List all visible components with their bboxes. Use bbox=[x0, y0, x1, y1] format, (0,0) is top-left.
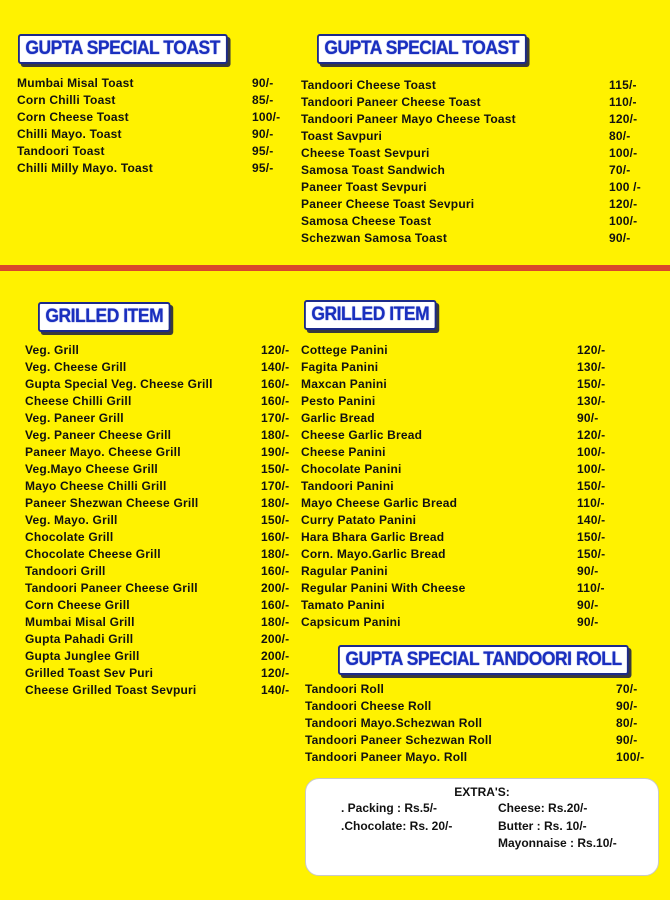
menu-item-price: 160/- bbox=[261, 564, 290, 578]
menu-item-price: 180/- bbox=[261, 428, 290, 442]
menu-item-price: 85/- bbox=[252, 93, 274, 107]
toast-left-list bbox=[17, 75, 282, 177]
menu-item-name: Tandoori Mayo.Schezwan Roll bbox=[305, 716, 483, 730]
menu-item bbox=[25, 342, 300, 359]
menu-item-name: Chilli Mayo. Toast bbox=[17, 127, 122, 141]
menu-item bbox=[25, 444, 300, 461]
menu-item bbox=[301, 597, 616, 614]
menu-item-name: Tandoori Panini bbox=[301, 479, 394, 493]
extra-chocolate: .Chocolate: Rs. 20/- bbox=[341, 819, 453, 833]
menu-item bbox=[305, 681, 650, 698]
menu-item-name: Veg. Cheese Grill bbox=[25, 360, 127, 374]
menu-item-name: Tandoori Grill bbox=[25, 564, 106, 578]
menu-item bbox=[301, 213, 646, 230]
menu-item-price: 150/- bbox=[577, 530, 606, 544]
menu-item-price: 90/- bbox=[577, 615, 599, 629]
menu-item bbox=[25, 512, 300, 529]
menu-item-name: Hara Bhara Garlic Bread bbox=[301, 530, 445, 544]
menu-item-price: 90/- bbox=[609, 231, 631, 245]
menu-item-name: Schezwan Samosa Toast bbox=[301, 231, 448, 245]
menu-item-price: 90/- bbox=[252, 76, 274, 90]
menu-item-price: 100/- bbox=[577, 445, 606, 459]
menu-item-name: Mumbai Misal Grill bbox=[25, 615, 135, 629]
menu-item-name: Fagita Panini bbox=[301, 360, 379, 374]
menu-item bbox=[25, 597, 300, 614]
menu-item-name: Mumbai Misal Toast bbox=[17, 76, 134, 90]
menu-item-price: 180/- bbox=[261, 615, 290, 629]
menu-item bbox=[25, 393, 300, 410]
menu-item bbox=[25, 529, 300, 546]
menu-item-price: 150/- bbox=[577, 377, 606, 391]
menu-item-price: 120/- bbox=[577, 343, 606, 357]
menu-item-name: Veg. Paneer Grill bbox=[25, 411, 124, 425]
menu-item-name: Chilli Milly Mayo. Toast bbox=[17, 161, 153, 175]
menu-item bbox=[25, 563, 300, 580]
menu-item-price: 95/- bbox=[252, 144, 274, 158]
menu-item-price: 120/- bbox=[261, 666, 290, 680]
menu-item bbox=[301, 512, 616, 529]
menu-item bbox=[301, 495, 616, 512]
menu-item bbox=[25, 546, 300, 563]
menu-item-name: Toast Savpuri bbox=[301, 129, 383, 143]
menu-item-name: Pesto Panini bbox=[301, 394, 376, 408]
menu-item-name: Paneer Shezwan Cheese Grill bbox=[25, 496, 199, 510]
menu-item-price: 100/- bbox=[609, 214, 638, 228]
menu-item bbox=[301, 230, 646, 247]
menu-item-price: 80/- bbox=[616, 716, 638, 730]
menu-item-name: Chocolate Cheese Grill bbox=[25, 547, 161, 561]
menu-item-price: 120/- bbox=[609, 112, 638, 126]
menu-item bbox=[301, 614, 616, 631]
menu-item bbox=[17, 126, 282, 143]
menu-item-name: Tandoori Paneer Cheese Toast bbox=[301, 95, 481, 109]
menu-item-price: 160/- bbox=[261, 377, 290, 391]
menu-item-name: Cheese Grilled Toast Sevpuri bbox=[25, 683, 197, 697]
grilled-right-list bbox=[301, 342, 616, 631]
menu-item bbox=[25, 478, 300, 495]
menu-item-name: Tandoori Roll bbox=[305, 682, 385, 696]
menu-item-price: 90/- bbox=[577, 564, 599, 578]
menu-item-name: Chocolate Grill bbox=[25, 530, 114, 544]
menu-item-name: Gupta Special Veg. Cheese Grill bbox=[25, 377, 213, 391]
menu-item bbox=[17, 160, 282, 177]
menu-item bbox=[25, 461, 300, 478]
menu-item-price: 100/- bbox=[252, 110, 281, 124]
menu-item bbox=[25, 614, 300, 631]
menu-item-name: Maxcan Panini bbox=[301, 377, 387, 391]
menu-item-price: 110/- bbox=[577, 496, 605, 510]
menu-item bbox=[17, 143, 282, 160]
menu-item-price: 90/- bbox=[252, 127, 274, 141]
menu-item-name: Paneer Mayo. Cheese Grill bbox=[25, 445, 181, 459]
menu-item-name: Tandoori Cheese Roll bbox=[305, 699, 432, 713]
menu-item-price: 90/- bbox=[577, 598, 599, 612]
extra-butter: Butter : Rs. 10/- bbox=[498, 819, 587, 833]
menu-item-name: Mayo Cheese Chilli Grill bbox=[25, 479, 167, 493]
grilled-left-list bbox=[25, 342, 300, 699]
section-title-toast-right: GUPTA SPECIAL TOAST bbox=[317, 34, 526, 64]
menu-item-price: 200/- bbox=[261, 581, 290, 595]
menu-item-name: Paneer Cheese Toast Sevpuri bbox=[301, 197, 475, 211]
menu-item-name: Tandoori Paneer Mayo. Roll bbox=[305, 750, 468, 764]
menu-item bbox=[25, 427, 300, 444]
menu-item-name: Tandoori Paneer Schezwan Roll bbox=[305, 733, 492, 747]
menu-item-price: 150/- bbox=[261, 513, 290, 527]
toast-right-list bbox=[301, 77, 646, 247]
menu-item-price: 100/- bbox=[616, 750, 645, 764]
extras-title: EXTRA'S: bbox=[454, 785, 510, 799]
menu-item bbox=[25, 359, 300, 376]
menu-item bbox=[301, 427, 616, 444]
menu-item-name: Cheese Panini bbox=[301, 445, 386, 459]
menu-item-price: 200/- bbox=[261, 632, 290, 646]
menu-item-name: Mayo Cheese Garlic Bread bbox=[301, 496, 458, 510]
menu-item-price: 100/- bbox=[609, 146, 638, 160]
menu-item bbox=[301, 444, 616, 461]
menu-item-price: 110/- bbox=[577, 581, 605, 595]
extra-mayonnaise: Mayonnaise : Rs.10/- bbox=[498, 836, 617, 850]
menu-item-name: Corn. Mayo.Garlic Bread bbox=[301, 547, 446, 561]
menu-item-name: Tamato Panini bbox=[301, 598, 385, 612]
menu-item-price: 160/- bbox=[261, 530, 290, 544]
menu-item-name: Tandoori Cheese Toast bbox=[301, 78, 437, 92]
menu-item-name: Chocolate Panini bbox=[301, 462, 402, 476]
section-title-grilled-left: GRILLED ITEM bbox=[38, 302, 171, 332]
menu-item-name: Veg. Grill bbox=[25, 343, 80, 357]
extra-packing: . Packing : Rs.5/- bbox=[341, 801, 438, 815]
menu-item bbox=[301, 580, 616, 597]
menu-item-name: Cheese Toast Sevpuri bbox=[301, 146, 430, 160]
menu-item-name: Veg.Mayo Cheese Grill bbox=[25, 462, 158, 476]
menu-item bbox=[301, 478, 616, 495]
menu-item-price: 120/- bbox=[577, 428, 606, 442]
menu-item bbox=[301, 546, 616, 563]
menu-item bbox=[301, 359, 616, 376]
menu-item-price: 190/- bbox=[261, 445, 290, 459]
menu-item-price: 70/- bbox=[616, 682, 638, 696]
menu-item-name: Veg. Mayo. Grill bbox=[25, 513, 118, 527]
menu-item-name: Curry Patato Panini bbox=[301, 513, 417, 527]
menu-item bbox=[301, 94, 646, 111]
menu-item-price: 90/- bbox=[616, 699, 638, 713]
menu-item bbox=[301, 77, 646, 94]
menu-item bbox=[301, 111, 646, 128]
menu-item-price: 160/- bbox=[261, 394, 290, 408]
menu-item-price: 200/- bbox=[261, 649, 290, 663]
menu-item bbox=[301, 162, 646, 179]
menu-item-price: 140/- bbox=[261, 360, 290, 374]
menu-item-price: 120/- bbox=[609, 197, 638, 211]
menu-item-name: Ragular Panini bbox=[301, 564, 388, 578]
menu-item-name: Tandoori Toast bbox=[17, 144, 105, 158]
menu-item bbox=[25, 682, 300, 699]
menu-item-price: 90/- bbox=[577, 411, 599, 425]
menu-item-name: Tandoori Paneer Cheese Grill bbox=[25, 581, 198, 595]
menu-item-name: Paneer Toast Sevpuri bbox=[301, 180, 427, 194]
section-title-toast-left: GUPTA SPECIAL TOAST bbox=[18, 34, 227, 64]
menu-item-name: Tandoori Paneer Mayo Cheese Toast bbox=[301, 112, 516, 126]
menu-item bbox=[305, 715, 650, 732]
menu-item-name: Corn Chilli Toast bbox=[17, 93, 116, 107]
menu-item-price: 110/- bbox=[609, 95, 637, 109]
menu-item bbox=[301, 128, 646, 145]
menu-item bbox=[301, 179, 646, 196]
menu-item bbox=[301, 529, 616, 546]
menu-item-price: 100 /- bbox=[609, 180, 641, 194]
menu-item-price: 130/- bbox=[577, 394, 606, 408]
menu-item bbox=[25, 410, 300, 427]
menu-item-name: Cottege Panini bbox=[301, 343, 388, 357]
roll-list bbox=[305, 681, 650, 766]
menu-item bbox=[301, 342, 616, 359]
menu-item bbox=[25, 665, 300, 682]
menu-item-name: Samosa Cheese Toast bbox=[301, 214, 432, 228]
menu-item-price: 140/- bbox=[261, 683, 290, 697]
menu-item-price: 170/- bbox=[261, 411, 290, 425]
menu-item bbox=[301, 461, 616, 478]
menu-item-price: 180/- bbox=[261, 496, 290, 510]
menu-item-name: Cheese Garlic Bread bbox=[301, 428, 423, 442]
menu-item bbox=[305, 749, 650, 766]
menu-item-price: 100/- bbox=[577, 462, 606, 476]
menu-item-price: 140/- bbox=[577, 513, 606, 527]
menu-item-price: 170/- bbox=[261, 479, 290, 493]
section-title-grilled-right: GRILLED ITEM bbox=[304, 300, 437, 330]
menu-item bbox=[25, 376, 300, 393]
section-divider bbox=[0, 265, 670, 271]
extra-cheese: Cheese: Rs.20/- bbox=[498, 801, 588, 815]
menu-item bbox=[25, 648, 300, 665]
menu-item-name: Cheese Chilli Grill bbox=[25, 394, 132, 408]
menu-item-name: Grilled Toast Sev Puri bbox=[25, 666, 154, 680]
menu-item bbox=[25, 631, 300, 648]
menu-item-name: Garlic Bread bbox=[301, 411, 375, 425]
menu-item bbox=[301, 196, 646, 213]
menu-item-price: 70/- bbox=[609, 163, 631, 177]
menu-item bbox=[25, 495, 300, 512]
menu-item-name: Veg. Paneer Cheese Grill bbox=[25, 428, 172, 442]
menu-item-name: Regular Panini With Cheese bbox=[301, 581, 466, 595]
menu-item-price: 130/- bbox=[577, 360, 606, 374]
menu-item bbox=[305, 732, 650, 749]
menu-item-name: Corn Cheese Grill bbox=[25, 598, 130, 612]
menu-item-price: 80/- bbox=[609, 129, 631, 143]
menu-item bbox=[25, 580, 300, 597]
menu-item bbox=[17, 75, 282, 92]
menu-item-price: 150/- bbox=[577, 479, 606, 493]
extras-box bbox=[305, 778, 659, 876]
menu-item-price: 120/- bbox=[261, 343, 290, 357]
menu-item bbox=[17, 109, 282, 126]
menu-item-name: Capsicum Panini bbox=[301, 615, 401, 629]
menu-item bbox=[305, 698, 650, 715]
menu-item-name: Gupta Junglee Grill bbox=[25, 649, 140, 663]
menu-item bbox=[301, 145, 646, 162]
menu-item-price: 150/- bbox=[577, 547, 606, 561]
menu-item-price: 150/- bbox=[261, 462, 290, 476]
section-title-roll: GUPTA SPECIAL TANDOORI ROLL bbox=[338, 645, 629, 675]
menu-item-name: Gupta Pahadi Grill bbox=[25, 632, 134, 646]
menu-item bbox=[301, 393, 616, 410]
menu-item bbox=[301, 376, 616, 393]
menu-item-price: 115/- bbox=[609, 78, 637, 92]
menu-item bbox=[301, 563, 616, 580]
menu-item-name: Samosa Toast Sandwich bbox=[301, 163, 446, 177]
menu-item-price: 160/- bbox=[261, 598, 290, 612]
menu-item-name: Corn Cheese Toast bbox=[17, 110, 129, 124]
menu-item-price: 95/- bbox=[252, 161, 274, 175]
menu-item-price: 90/- bbox=[616, 733, 638, 747]
menu-item-price: 180/- bbox=[261, 547, 290, 561]
menu-item bbox=[301, 410, 616, 427]
menu-item bbox=[17, 92, 282, 109]
